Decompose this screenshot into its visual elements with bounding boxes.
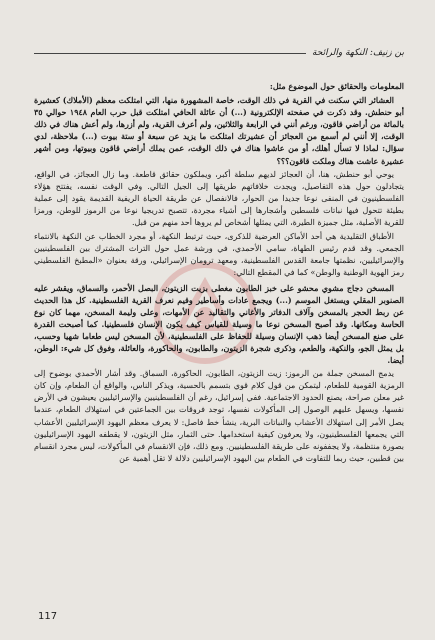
page-number: 117 (38, 611, 58, 622)
header-rule (34, 53, 306, 54)
paragraph-2: يوحي أبو حنطش، هنا، أن العجائز لديهم سلطة أكبر، ويملكون حقائق قاطعة. وما زال العجائز، في الواقع، يتجادلون حول هذه التفاصيل، ويجدت خلافاتهم طريقها إلى الجيل التالي. وفي الوقت نفسه، يفتتح هؤلاء الفلسطينيون في المنفى نوعا جديدا من الحوار، فالانفصال عن طريقة الحياة الريفية القديمة يقود إلى عملية بطيئة تتحول فيها نباتات فلسطين وأشجارها إلى أشياء مجردة، تتصبح تدريجيا نوعا من الرموز للوطن، ورمزا للقرية الأصلية، مثل جميزة الطيرة، التي يمثلها أشخاص لم يروها أحد منهم من قبل. (34, 169, 404, 228)
paragraph-5: يدمج المسخن جملة من الرموز: زيت الزيتون، الطابون، الحاكورة، السماق. وقد أشار الأحمدي بوضوح إلى الرمزية القومية للطعام، ليتمكن من قول كلام قوي بتسمم بالحسية، ويذكر الناس، والواقع أن الطعام، وإن كان غير معلن صراحة، يصنع الحدود الاجتماعية. ففي إسرائيل، رغم أن الفلسطينيين والإسرائيليين يعيشون في الأرض نفسها، ويسهل عليهم الوصول إلى المأكولات نفسها، توجد فروقات بين الجماعتين في استهلاك الطعام، عندما يصل الأمر إلى استهلاك الأعشاب والنباتات البرية، ينشأ خط فاصل: لا يعرف معظم اليهود الإسرائيليين الأعشاب التي يجمعها الفلسطينيون، ولا يعرفون كيفية استخدامها. حتى الثمار، مثل الزيتون، لا يقطفه اليهود الإسرائيليون بصورة منتظمة، ولا يجففونه على طريقة الفلسطينيين. ومع ذلك، فإن الانقسام في المأكولات، ليس مجرد انقسام بين قطبين، حيث ربما للتفاوت في الطعام بين اليهود الإسرائيليين دلالة لا تقل أهمية عن (34, 369, 404, 463)
section-heading: المعلومات والحقائق حول الموضوع مثل: (269, 81, 404, 91)
running-header-title: بن زنيف: النكهة والرائحة (312, 48, 404, 58)
running-header (34, 46, 404, 60)
page-body (34, 80, 404, 575)
quote-paragraph-1: العشائر التي سكنت في القرية في ذلك الوقت، خاصة المشهورة منها، التي امتلكت معظم (الأملاك) كعشيرة أبو حنطش. وقد ذكرت في صفحته الإلكترونية (...) أن عائلة الحافي امتلكت قبل حرب العام ١٩٤٨ حوالي ٣٥ بالمائة من أراضي قاقون، ورغم أنني في الرابعة والثلاثين، ولم أعرف القرية، ولم أزرها، ولم أعش هناك في ذلك الوقت، إلا أنني لم أسمع من العجائز أن عشيرتك امتلكت ما يزيد عن سبعة أو ستة بيوت (...) ملاحظة، لدي سؤال: لماذا لا تسأل أهلك، أو من عاشوا هناك في ذلك الوقت، عمن يملك أراضي قاقون وبيوتها، ومن أشهر عشيرة عاشت هناك وملكت قاقون؟؟؟ (34, 95, 404, 166)
quote-paragraph-2: المسخن دجاج مشوي محشو على خبز الطابون مغطى بزيت الزيتون، البصل الأحمر، والسماق، ويقشر عليه الصنوبر المقلي ويستغل الموسم (...) ويجمع عادات وأساطير وقيم نعرف القرية الفلسطينية. كل هذا الحديث عن ربط الحجر بالمسخن وآلاف الدفاتر والأغاني والتقاليد عن الأمهات، وعلى وليمة المسخن، مهما كان نوع الحاسة ومكانها. وقد أصبح المسخن نوعا ما وسيلة للقياس كيف يكون الإنسان فلسطينيا. كما أصبحت القدرة على صنع المسخن أيضا ذهب الإنسان وسيلة للحفاظ على الفلسطينية، لأن المسخن ليس طعاما شهيا وحسب، بل يمثل الجو، والنكهة، والطعم، وذكرى شجرة الزيتون، والطابون، والحاكورة، والعائلة، وفوق كل شيء: الوطن، أيضا. (34, 282, 404, 366)
paragraph-3: الأطباق التقليدية هي أحد الأماكن العرضية للذكرى، حيث ترتبط النكهة، أو مجرد الخطاب عن النكهة بالانتماء الجمعي. وقد قدم رئيس الطهاة، سامي الأحمدي، في ورشة عمل حول التراث المشترك بين الفلسطينيين والإسرائيليين، نظمتها جامعة القدس الفلسطينية، ومعهد ترومان الإسرائيلي، ورقة بعنوان «المطبخ الفلسطيني رمز الهوية الوطنية والوطن» كما في المقطع التالي: (34, 232, 404, 278)
